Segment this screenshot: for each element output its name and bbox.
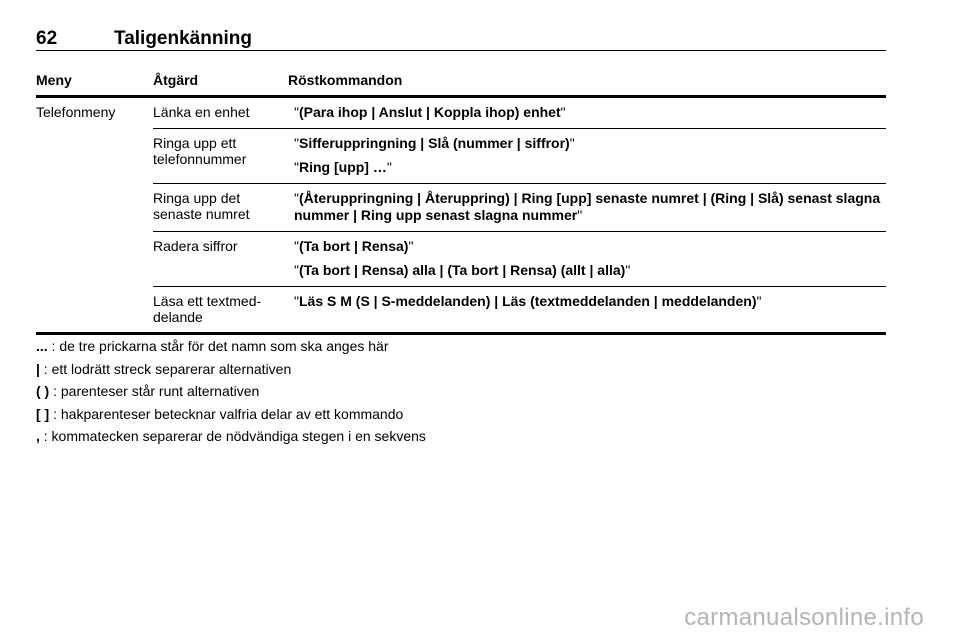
quote-open: "	[294, 262, 299, 278]
quote-open: "	[294, 135, 299, 151]
watermark: carmanualsonline.info	[684, 604, 924, 631]
quote-close: "	[625, 262, 631, 278]
quote-close: "	[577, 207, 583, 223]
voice-command	[294, 190, 886, 224]
voice-command	[294, 104, 886, 121]
cell-action: Ringa upp ett telefonnummer	[153, 135, 247, 167]
legend-item	[36, 425, 426, 448]
legend-symbol: ...	[36, 338, 48, 354]
table-row	[36, 129, 886, 183]
legend-text: : hakparenteser betecknar valfria delar av ett kommando	[49, 405, 404, 422]
command-text: Läs S M (S | S-meddelanden) | Läs (textmeddelanden | meddelanden)	[298, 293, 757, 309]
voice-command	[294, 238, 886, 255]
quote-open: "	[294, 104, 299, 120]
cell-action: Länka en enhet	[153, 104, 250, 120]
legend-text: : ett lodrätt streck separerar alternativen	[39, 360, 292, 377]
quote-open: "	[294, 293, 299, 309]
command-text: (Återuppringning | Återuppring) | Ring [upp] senaste numret | (Ring | Slå) senast slagna nummer | Ring upp senast slagna nummer	[294, 190, 881, 223]
header-menu: Meny	[36, 72, 72, 88]
legend-item	[36, 335, 426, 358]
cell-voice-commands	[294, 104, 886, 121]
header-voice-commands: Röstkommandon	[288, 72, 403, 88]
symbol-legend	[36, 335, 426, 448]
cell-action: Ringa upp det senaste numret	[153, 190, 250, 222]
header-rule	[36, 50, 886, 51]
legend-symbol: |	[36, 360, 40, 377]
table-row	[36, 98, 886, 128]
legend-item	[36, 403, 426, 426]
cell-voice-commands	[294, 238, 886, 279]
command-text: (Ta bort | Rensa) alla | (Ta bort | Rensa) (allt | alla)	[298, 262, 626, 278]
table-body	[36, 98, 886, 332]
cell-menu	[36, 293, 153, 325]
legend-text: : parenteser står runt alternativen	[49, 383, 260, 399]
cell-menu	[36, 190, 153, 224]
quote-open: "	[294, 238, 299, 254]
voice-command	[294, 262, 886, 279]
quote-open: "	[294, 159, 299, 175]
quote-close: "	[756, 293, 762, 309]
table-row	[36, 232, 886, 286]
cell-menu	[36, 135, 153, 176]
chapter-title: Taligenkänning	[114, 28, 252, 49]
voice-command	[294, 135, 886, 152]
command-text: (Para ihop | Anslut | Koppla ihop) enhet	[298, 104, 561, 120]
legend-text: : de tre prickarna står för det namn som ska anges här	[47, 338, 389, 354]
legend-symbol: ,	[36, 428, 40, 444]
cell-action: Läsa ett textmed- delande	[153, 293, 262, 325]
cell-action: Radera siffror	[153, 238, 238, 254]
legend-item	[36, 358, 426, 381]
legend-item	[36, 380, 426, 403]
table-row	[36, 287, 886, 332]
voice-command-table	[36, 72, 886, 335]
cell-voice-commands	[294, 190, 886, 224]
command-text: (Ta bort | Rensa)	[298, 238, 409, 254]
cell-menu	[36, 238, 153, 279]
legend-text: : kommatecken separerar de nödvändiga stegen i en sekvens	[39, 428, 426, 444]
legend-symbol: ( )	[36, 383, 50, 399]
page-number: 62	[36, 28, 58, 49]
cell-voice-commands	[294, 135, 886, 176]
quote-open: "	[294, 190, 299, 206]
table-row	[36, 184, 886, 231]
command-text: Sifferuppringning | Slå (nummer | siffror)	[298, 135, 570, 151]
header-action: Åtgärd	[153, 72, 199, 88]
quote-close: "	[569, 135, 575, 151]
cell-voice-commands	[294, 293, 886, 325]
quote-close: "	[386, 159, 392, 175]
command-text: Ring [upp] …	[298, 159, 387, 175]
legend-symbol: [ ]	[36, 405, 50, 422]
cell-menu: Telefonmeny	[36, 104, 116, 120]
quote-close: "	[408, 238, 414, 254]
voice-command	[294, 293, 886, 310]
quote-close: "	[560, 104, 566, 120]
table-header	[36, 72, 886, 98]
voice-command	[294, 159, 886, 176]
